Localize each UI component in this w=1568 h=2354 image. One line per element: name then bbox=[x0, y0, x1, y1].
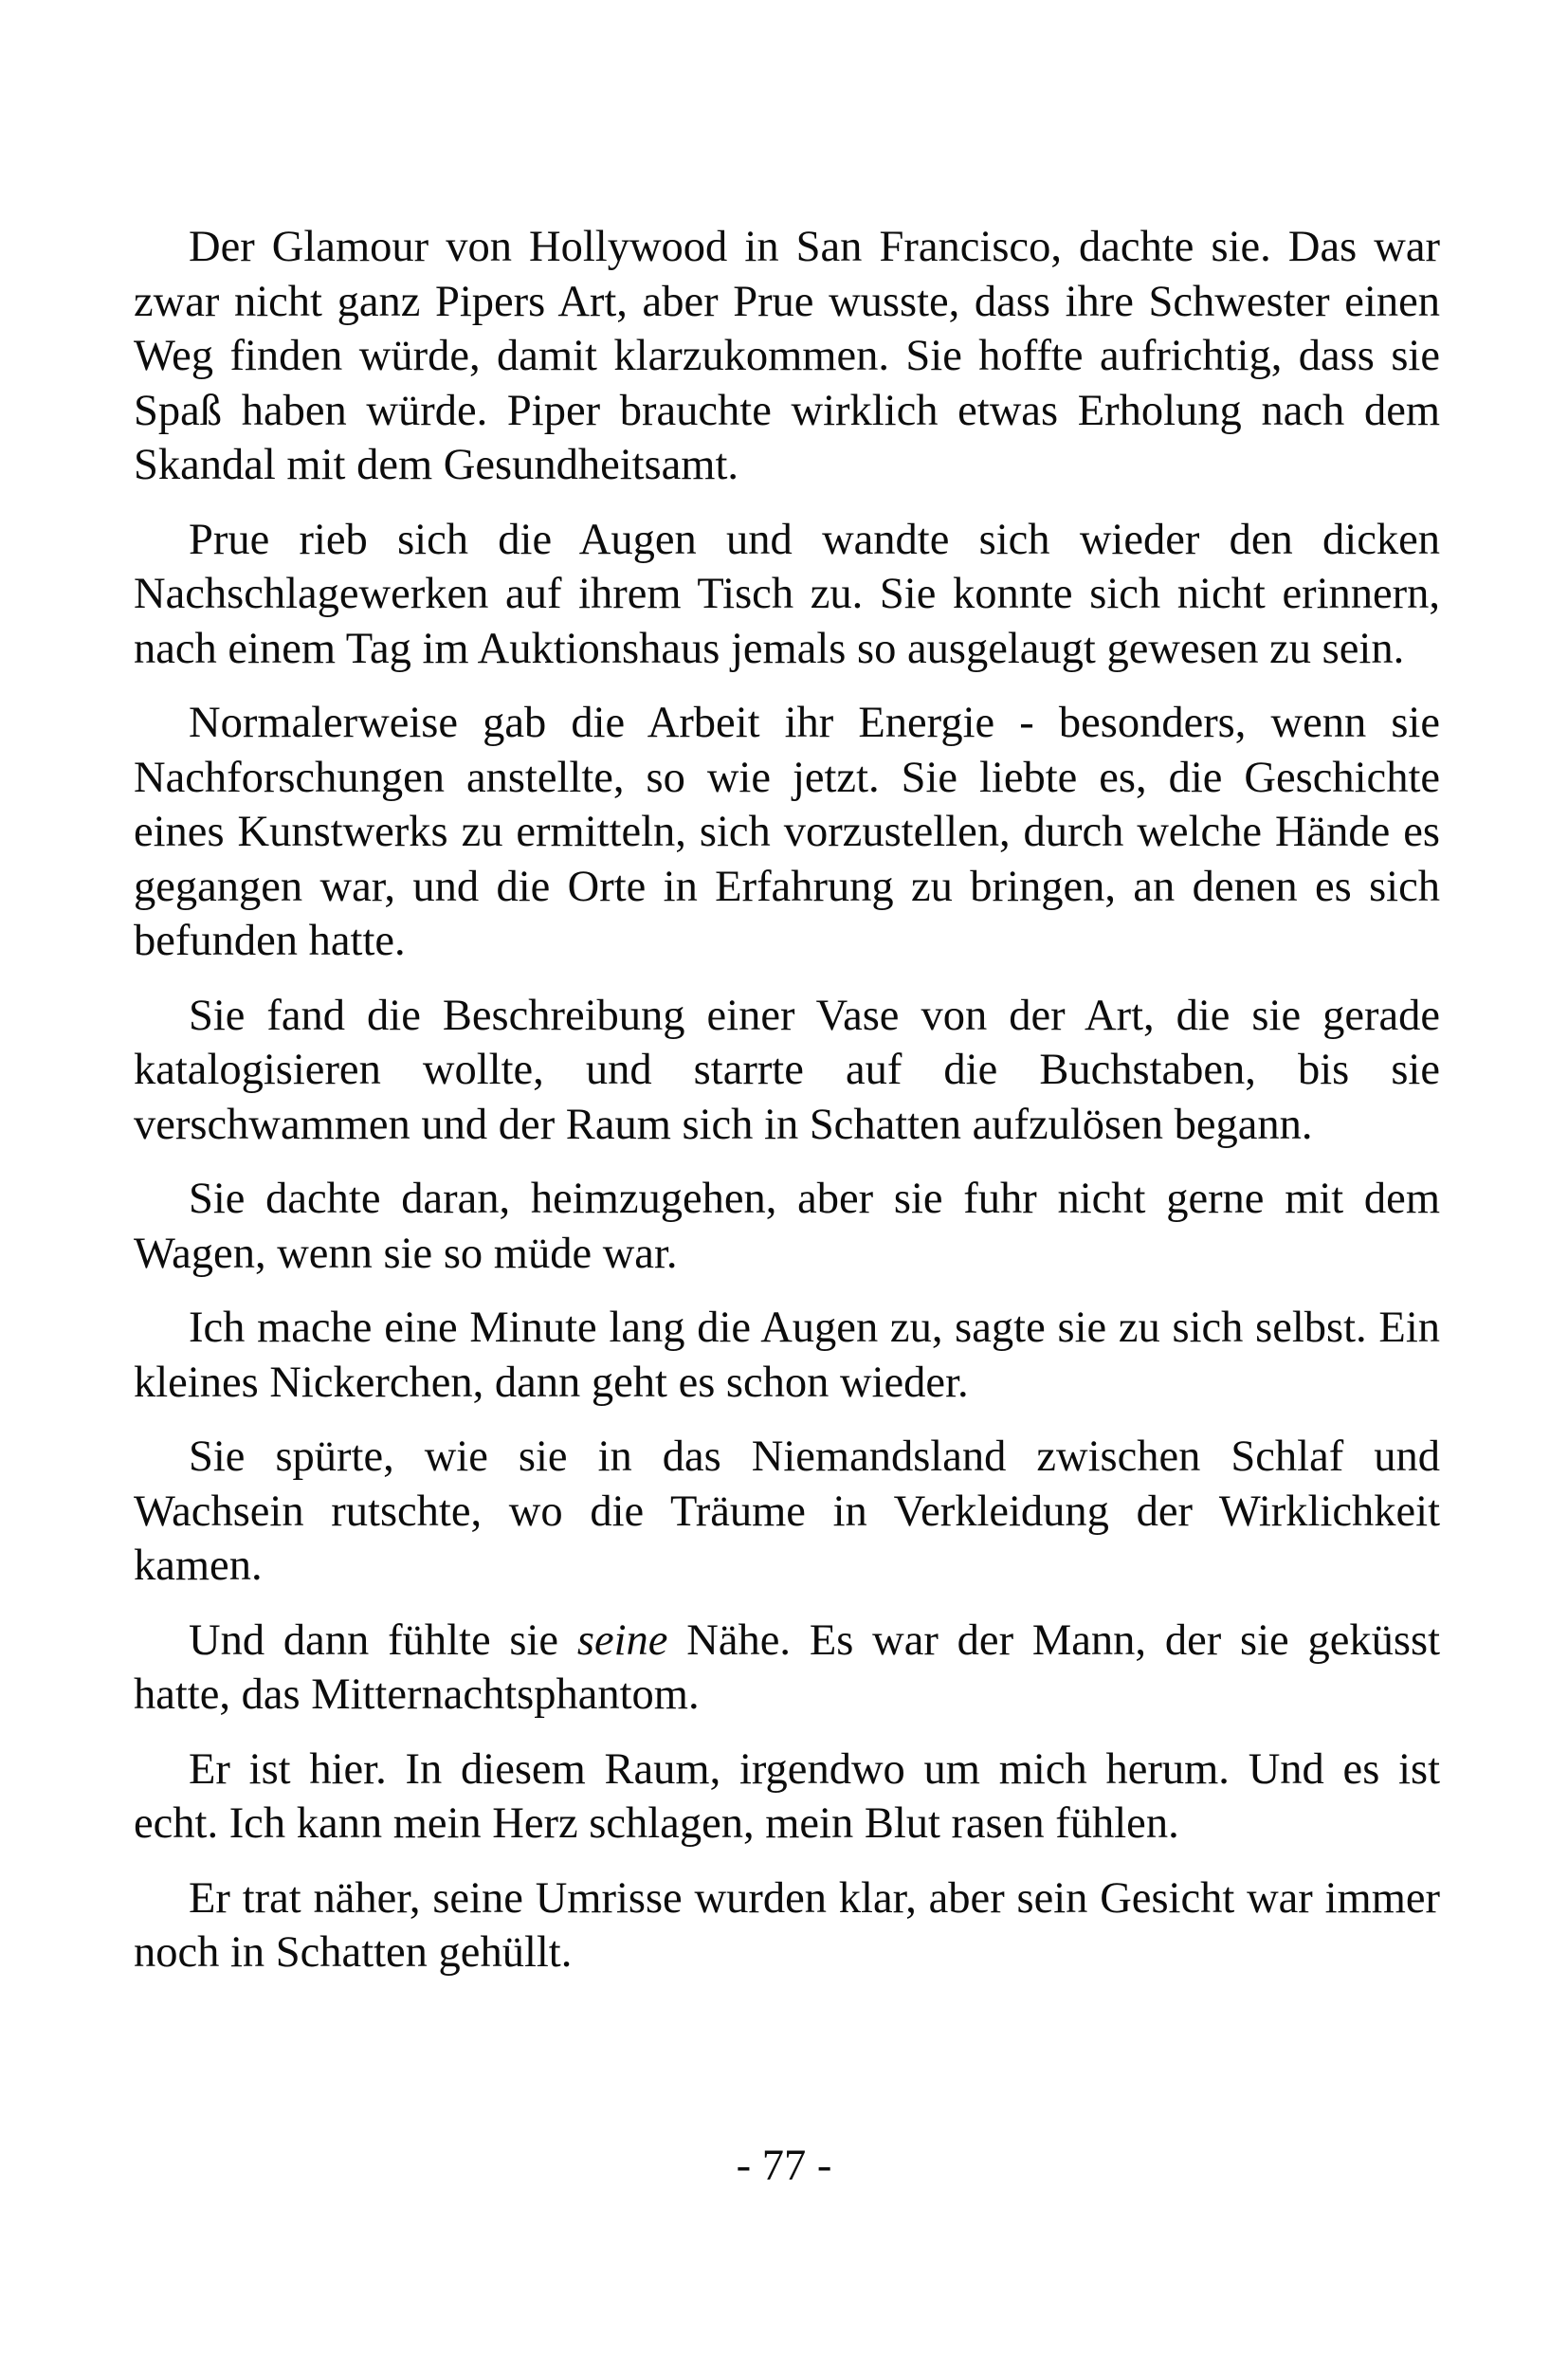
paragraph: Der Glamour von Hollywood in San Francisco, dachte sie. Das war zwar nicht ganz Pipers Art, aber Prue wusste, dass ihre Schwester einen Weg finden würde, damit klarzukommen. Sie hoffte aufrichtig, dass sie Spaß haben würde. Piper brauchte wirklich etwas Erholung nach dem Skandal mit dem Gesundheitsamt. bbox=[134, 223, 1440, 489]
paragraph: Sie dachte daran, heimzugehen, aber sie fuhr nicht gerne mit dem Wagen, wenn sie so müde war. bbox=[134, 1175, 1440, 1278]
page-number: - 77 - bbox=[736, 2142, 832, 2190]
paragraph bbox=[134, 1614, 1440, 1723]
paragraph: Normalerweise gab die Arbeit ihr Energie - besonders, wenn sie Nachforschungen anstellte, so wie jetzt. Sie liebte es, die Geschichte eines Kunstwerks zu ermitteln, sich vorzustellen, durch welche Hände es gegangen war, und die Orte in Erfahrung zu bringen, an denen es sich befunden hatte. bbox=[134, 699, 1440, 965]
paragraph: Sie spürte, wie sie in das Niemandsland zwischen Schlaf und Wachsein rutschte, wo die Träume in Verkleidung der Wirklichkeit kamen. bbox=[134, 1432, 1440, 1590]
body-text bbox=[134, 220, 1440, 2000]
paragraph: Prue rieb sich die Augen und wandte sich wieder den dicken Nachschlagewerken auf ihrem Tisch zu. Sie konnte sich nicht erinnern, nach einem Tag im Auktionshaus jemals so ausgelaugt gewesen zu sein. bbox=[134, 515, 1440, 673]
paragraph: Er trat näher, seine Umrisse wurden klar, aber sein Gesicht war immer noch in Schatten gehüllt. bbox=[134, 1873, 1440, 1977]
paragraph: Ich mache eine Minute lang die Augen zu, sagte sie zu sich selbst. Ein kleines Nickerchen, dann geht es schon wieder. bbox=[134, 1304, 1440, 1407]
paragraph-text-before: Und dann fühlte sie bbox=[189, 1615, 577, 1665]
paragraph: Er ist hier. In diesem Raum, irgendwo um mich herum. Und es ist echt. Ich kann mein Herz schlagen, mein Blut rasen fühlen. bbox=[134, 1744, 1440, 1848]
paragraph: Sie fand die Beschreibung einer Vase von der Art, die sie gerade katalogisieren wollte, und starrte auf die Buchstaben, bis sie verschwammen und der Raum sich in Schatten aufzulösen begann. bbox=[134, 991, 1440, 1149]
emphasized-word: seine bbox=[576, 1615, 668, 1665]
paragraph-text-after: Nähe. Es war der Mann, der sie geküsst hatte, das Mitternachtsphantom. bbox=[134, 1615, 1440, 1719]
